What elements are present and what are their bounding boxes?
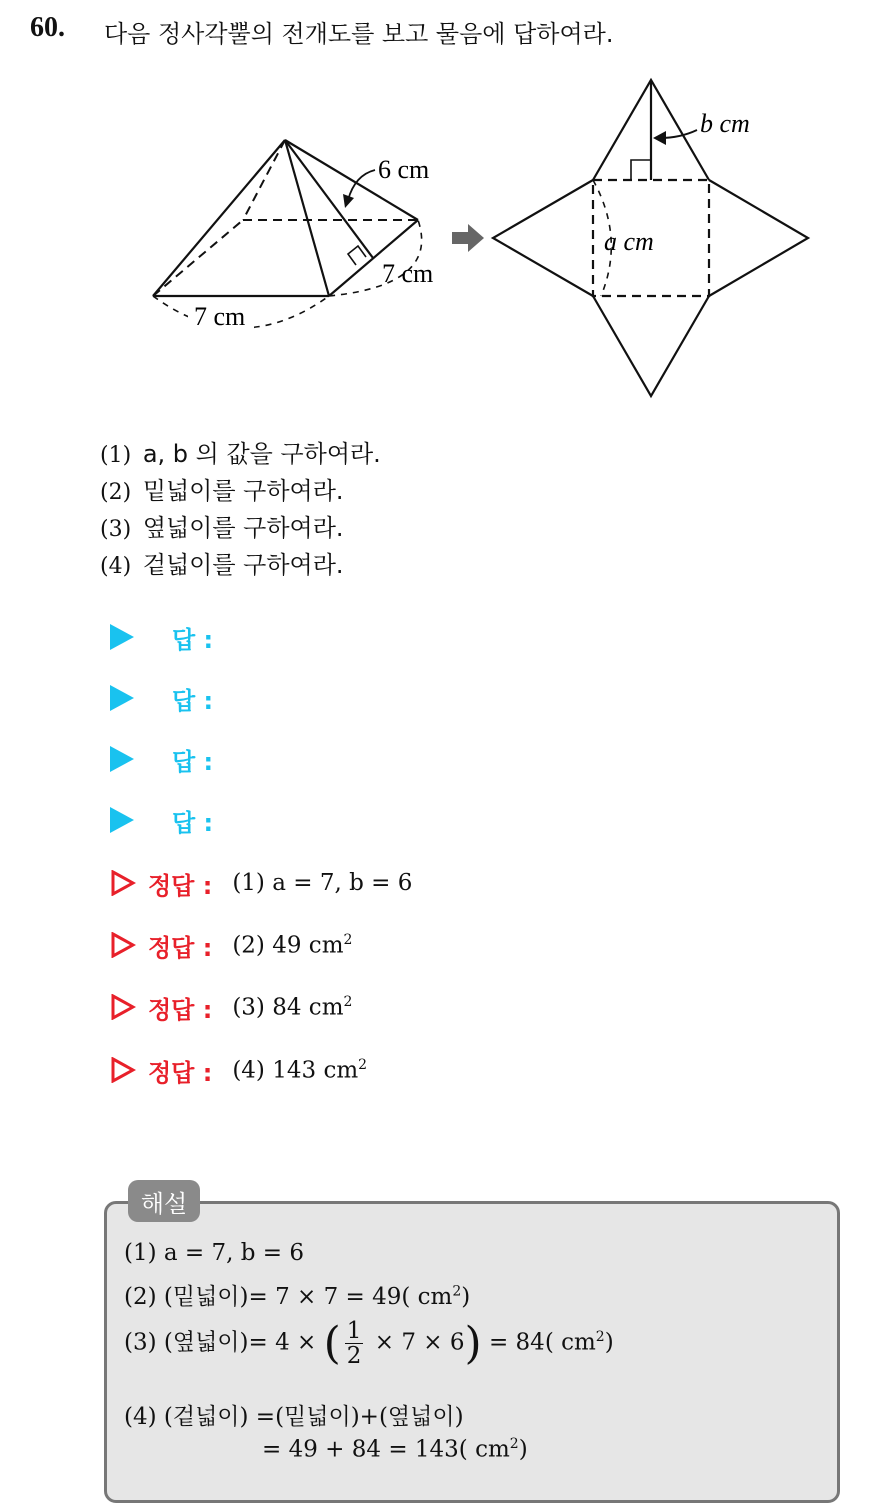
subquestion-num: (4) xyxy=(100,554,132,579)
answer-row-2[interactable] xyxy=(110,682,213,714)
solution-text: 143 cm xyxy=(272,1057,359,1084)
solution-label: 정답 : xyxy=(148,871,213,900)
outline-triangle-icon xyxy=(110,1057,136,1083)
solution-row-4 xyxy=(110,1053,367,1087)
left-paren: ( xyxy=(323,1318,341,1369)
solution-label: 정답 : xyxy=(148,1058,213,1087)
solution-value xyxy=(232,994,352,1021)
solution-row-3 xyxy=(110,990,352,1024)
solution-label: 정답 : xyxy=(148,995,213,1024)
solution-label: 정답 : xyxy=(148,933,213,962)
explanation-line-5 xyxy=(262,1436,528,1463)
explanation-text: × 7 × 6 xyxy=(374,1329,465,1356)
subquestion-num: (3) xyxy=(100,517,132,542)
fraction-numerator: 1 xyxy=(346,1318,362,1344)
play-icon xyxy=(110,807,134,833)
subquestion-3 xyxy=(100,508,344,543)
pyramid-net-figure xyxy=(0,60,884,410)
answer-row-1[interactable] xyxy=(110,621,213,653)
solution-text: a = 7, b = 6 xyxy=(272,870,413,896)
subquestion-text: 밑넓이를 구하여라. xyxy=(142,477,344,505)
solution-num: (4) xyxy=(232,1057,265,1084)
explanation-text: (2) (밑넓이)= 7 × 7 = 49( cm xyxy=(124,1284,453,1310)
question-number: 60. xyxy=(30,12,65,43)
solution-text: 84 cm xyxy=(272,994,344,1021)
answer-row-4[interactable] xyxy=(110,804,213,836)
explanation-text: ) xyxy=(461,1284,471,1310)
answer-row-3[interactable] xyxy=(110,743,213,775)
subquestion-2 xyxy=(100,471,344,506)
side-label: 7 cm xyxy=(382,259,434,288)
net-side-label: a cm xyxy=(604,227,654,256)
unit-superscript: 2 xyxy=(343,993,353,1010)
solution-value xyxy=(232,1057,367,1084)
fraction-denominator: 2 xyxy=(346,1343,362,1369)
unit-superscript: 2 xyxy=(343,931,353,948)
answer-label: 답 : xyxy=(172,686,214,715)
play-icon xyxy=(110,685,134,711)
explanation-line-2 xyxy=(124,1278,470,1311)
fraction xyxy=(345,1319,364,1368)
explanation-text: (3) (옆넓이)= 4 × xyxy=(124,1329,317,1356)
base-label: 7 cm xyxy=(194,302,246,331)
subquestion-4 xyxy=(100,545,344,580)
solution-row-2 xyxy=(110,928,352,962)
subquestion-text: 옆넓이를 구하여라. xyxy=(142,514,344,542)
solution-num: (3) xyxy=(232,994,265,1021)
explanation-tag: 해설 xyxy=(128,1180,200,1222)
explanation-text: ) xyxy=(604,1329,614,1356)
subquestion-1 xyxy=(100,434,381,469)
play-icon xyxy=(110,746,134,772)
solution-num: (1) xyxy=(232,870,265,896)
answer-label: 답 : xyxy=(172,747,214,776)
subquestion-num: (1) xyxy=(100,443,132,468)
explanation-text: = 49 + 84 = 143( cm xyxy=(262,1436,510,1463)
slant-label: 6 cm xyxy=(378,155,430,184)
answer-label: 답 : xyxy=(172,625,214,654)
solution-row-1 xyxy=(110,866,412,900)
explanation-line-4: (4) (겉넓이) =(밑넓이)+(옆넓이) xyxy=(124,1404,464,1430)
unit-superscript: 2 xyxy=(452,1283,462,1300)
solution-text: 49 cm xyxy=(272,932,344,959)
unit-superscript: 2 xyxy=(358,1056,368,1073)
answer-label: 답 : xyxy=(172,808,214,837)
outline-triangle-icon xyxy=(110,994,136,1020)
unit-superscript: 2 xyxy=(509,1436,519,1452)
explanation-text: ) xyxy=(518,1436,528,1463)
subquestion-text: a, b 의 값을 구하여라. xyxy=(142,440,381,468)
right-paren: ) xyxy=(464,1318,482,1369)
question-text: 다음 정사각뿔의 전개도를 보고 물음에 답하여라. xyxy=(104,20,614,48)
explanation-line-3 xyxy=(124,1318,614,1369)
explanation-text: = 84( cm xyxy=(488,1329,596,1356)
solution-value xyxy=(232,932,352,959)
solution-num: (2) xyxy=(232,932,265,959)
outline-triangle-icon xyxy=(110,870,136,896)
play-icon xyxy=(110,624,134,650)
right-arrow-icon xyxy=(452,224,484,252)
explanation-line-1: (1) a = 7, b = 6 xyxy=(124,1240,305,1266)
net-height-label: b cm xyxy=(700,109,750,138)
subquestion-num: (2) xyxy=(100,480,132,505)
solution-value xyxy=(232,870,412,896)
unit-superscript: 2 xyxy=(595,1328,605,1345)
subquestion-text: 겉넓이를 구하여라. xyxy=(142,551,344,579)
outline-triangle-icon xyxy=(110,932,136,958)
